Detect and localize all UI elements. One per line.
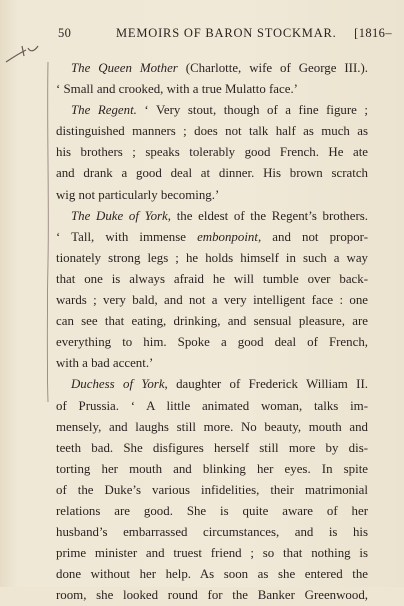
page-number: 50: [58, 26, 72, 40]
text-line: tionately strong legs ; he holds himself in such a way: [56, 250, 368, 265]
text-line: ‘ Tall, with immense embonpoint, and not propor-: [56, 229, 368, 244]
text-line: mensely, and laughs still more. No beauty, mouth and: [56, 419, 368, 434]
text-line: and drank a good deal at dinner. His brown scratch: [56, 166, 368, 181]
text-line: of the Duke’s various infidelities, their matrimonial: [56, 482, 368, 497]
margin-pencil-line: [46, 62, 50, 402]
italic-phrase: Duchess of York: [71, 377, 165, 392]
text-line: everything to him. Spoke a good deal of French,: [56, 335, 368, 350]
text-line: room, she looked round for the Banker Greenwood,: [56, 588, 368, 603]
text-line: The Duke of York, the eldest of the Regent’s brothers.: [71, 208, 369, 223]
text-line: done without her help. As soon as she entered the: [56, 567, 368, 582]
header-year: [1816–: [354, 26, 392, 40]
running-header: [58, 26, 392, 44]
handwritten-margin-mark: [4, 40, 40, 70]
text-line: of Prussia. ‘ A little animated woman, talks im-: [56, 398, 368, 413]
text-line: Duchess of York, daughter of Frederick William II.: [71, 377, 368, 392]
text-line: that one is always afraid he will tumble over back-: [56, 271, 368, 286]
text-line: prime minister and truest friend ; so that nothing is: [56, 546, 368, 561]
text-line: with a bad accent.’: [56, 356, 154, 371]
text-line: relations are good. She is quite aware of her: [56, 503, 368, 518]
body-text: [56, 58, 368, 606]
text-line: can see that eating, drinking, and sensual pleasure, are: [56, 314, 368, 329]
text-line: husband’s embarrassed circumstances, and is his: [56, 525, 368, 540]
text-line: The Regent. ‘ Very stout, though of a fine figure ;: [71, 103, 368, 118]
text-line: wig not particularly becoming.’: [56, 187, 220, 202]
italic-phrase: embonpoint: [197, 229, 258, 244]
text-line: teeth bad. She disfigures herself still more by dis-: [56, 440, 368, 455]
text-line: his brothers ; speaks tolerably good French. He ate: [56, 145, 368, 160]
text-line: ‘ Small and crooked, with a true Mulatto face.’: [56, 82, 298, 97]
text-line: The Queen Mother (Charlotte, wife of George III.).: [71, 61, 369, 75]
italic-phrase: The Duke of York: [71, 208, 168, 223]
text-line: torting her mouth and blinking her eyes. In spite: [56, 461, 368, 476]
italic-phrase: The Queen Mother: [71, 61, 178, 75]
text-line: distinguished manners ; does not talk half as much as: [56, 124, 368, 139]
text-line: wards ; very bald, and not a very intelligent face : one: [56, 293, 368, 308]
running-title: MEMOIRS OF BARON STOCKMAR.: [116, 26, 337, 40]
italic-phrase: The Regent.: [71, 103, 137, 118]
